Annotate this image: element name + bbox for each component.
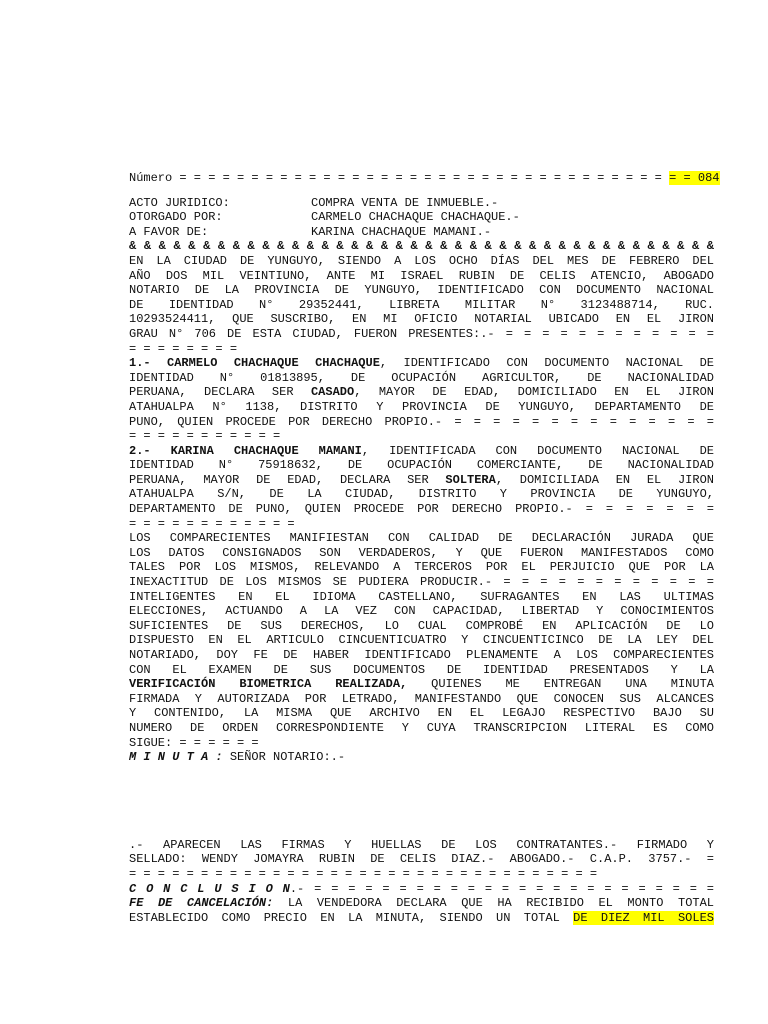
- text-line: PUNO, QUIEN PROCEDE POR DERECHO PROPIO.- = = = = = = = = = = = = = =: [129, 414, 714, 429]
- ampersand-divider: & & & & & & & & & & & & & & & & & & & & & & & & & & & & & & & & & & & & & & & &: [129, 239, 714, 254]
- text-line: SUFICIENTES DE SUS DERECHOS, LO CUAL COMPROBÉ EN APLICACIÓN DE LO: [129, 618, 714, 633]
- text-line: ELECCIONES, ACTUANDO A LA VEZ CON CAPACIDAD, LIBERTAD Y CONOCIMIENTOS: [129, 604, 714, 619]
- text-span: , IDENTIFICADO CON DOCUMENTO NACIONAL DE: [379, 356, 715, 371]
- verificacion-biometrica: VERIFICACIÓN BIOMETRICA REALIZADA,: [129, 677, 408, 692]
- text-line: IDENTIDAD N° 01813895, DE OCUPACIÓN AGRICULTOR, DE NACIONALIDAD: [129, 370, 714, 385]
- declaracion-paragraph: [129, 531, 714, 750]
- firmas-paragraph: [129, 838, 714, 882]
- notarial-document: [129, 171, 720, 925]
- estado-civil: SOLTERA: [445, 472, 496, 487]
- text-span: , MAYOR DE EDAD, DOMICILIADO EN EL JIRON: [354, 385, 714, 400]
- text-line: DISPUESTO EN EL ARTICULO CINCUENTICUATRO Y CINCUENTICINCO DE LA LEY DEL: [129, 633, 714, 648]
- text-line: SIGUE: = = = = = =: [129, 735, 259, 750]
- intro-paragraph: [129, 254, 714, 356]
- numero-value: = = 084: [669, 171, 720, 185]
- text-span: PERUANA, MAYOR DE EDAD, DECLARA SER: [129, 472, 446, 487]
- text-span: QUIENES ME ENTREGAN UNA MINUTA: [407, 677, 714, 692]
- text-line: TALES POR LOS MISMOS, RELEVANDO A TERCEROS POR EL PERJUICIO QUE POR LA: [129, 560, 714, 575]
- text-line: LOS COMPARECIENTES MANIFIESTAN CON CALIDAD DE DECLARACIÓN JURADA QUE: [129, 531, 714, 546]
- favor-row: [129, 225, 714, 240]
- estado-civil: CASADO: [310, 385, 355, 400]
- compareciente-name: KARINA CHACHAQUE MAMANI: [170, 443, 362, 458]
- minuta-text: SEÑOR NOTARIO:.-: [222, 750, 346, 765]
- text-line: SELLADO: WENDY JOMAYRA RUBIN DE CELIS DIAZ.- ABOGADO.- C.A.P. 3757.- =: [129, 852, 714, 867]
- text-span: , DOMICILIADA EN EL JIRON: [495, 472, 714, 487]
- text-line: = = = = = = = = = = =: [129, 429, 281, 444]
- compareciente-2: [129, 444, 714, 532]
- text-line: [129, 911, 714, 926]
- favor-label: A FAVOR DE:: [129, 224, 209, 239]
- text-line: [129, 896, 714, 911]
- text-line: ATAHUALPA N° 1138, DISTRITO Y PROVINCIA DE YUNGUYO, DEPARTAMENTO DE: [129, 399, 714, 414]
- compareciente-name: CARMELO CHACHAQUE CHACHAQUE: [167, 356, 380, 371]
- text-line: NOTARIADO, DOY FE DE HABER IDENTIFICADO PLENAMENTE A LOS COMPARECIENTES: [129, 648, 714, 662]
- text-line: EN LA CIUDAD DE YUNGUYO, SIENDO A LOS OCHO DÍAS DEL MES DE FEBRERO DEL: [129, 253, 714, 268]
- fe-cancelacion-label: FE DE CANCELACIÓN:: [129, 896, 274, 911]
- text-line: DEPARTAMENTO DE PUNO, QUIEN PROCEDE POR DERECHO PROPIO.- = = = = = = =: [129, 502, 714, 517]
- text-line: .- APARECEN LAS FIRMAS Y HUELLAS DE LOS CONTRATANTES.- FIRMADO Y: [129, 837, 714, 852]
- otorgado-value: CARMELO CHACHAQUE CHACHAQUE.-: [311, 210, 520, 225]
- acto-row: [129, 196, 714, 211]
- text-line: INTELIGENTES EN EL IDIOMA CASTELLANO, SUFRAGANTES EN LAS ULTIMAS: [129, 589, 714, 604]
- text-line: [129, 385, 714, 400]
- text-line: [129, 356, 714, 371]
- text-span: LA VENDEDORA DECLARA QUE HA RECIBIDO EL MONTO TOTAL: [273, 896, 715, 911]
- text-line: AÑO DOS MIL VEINTIUNO, ANTE MI ISRAEL RUBIN DE CELIS ATENCIO, ABOGADO: [129, 268, 714, 283]
- text-line: [129, 473, 714, 488]
- blank-space: [129, 765, 714, 838]
- text-line: [129, 444, 714, 459]
- monto-highlight: DE DIEZ MIL SOLES: [573, 910, 714, 925]
- text-line: 10293524411, QUE SUSCRIBO, EN MI OFICIO NOTARIAL UBICADO EN EL JIRON: [129, 312, 714, 327]
- favor-value: KARINA CHACHAQUE MAMANI.-: [311, 224, 492, 239]
- text-line: = = = = = = = = = = = =: [129, 516, 295, 531]
- item-number: 1.-: [129, 356, 168, 371]
- otorgado-label: OTORGADO POR:: [129, 210, 223, 225]
- acto-label: ACTO JURIDICO:: [129, 195, 230, 210]
- text-span: PERUANA, DECLARA SER: [129, 385, 311, 400]
- text-line: = = = = = = = =: [129, 341, 238, 356]
- text-line: = = = = = = = = = = = = = = = = = = = = = = = = = = = = = = = = =: [129, 866, 598, 881]
- text-line: Y CONTENIDO, LA MISMA QUE ARCHIVO EN EL LEGAJO RESPECTIVO BAJO SU: [129, 706, 714, 721]
- text-line: DE IDENTIDAD N° 29352441, LIBRETA MILITAR N° 3123488714, RUC.: [129, 297, 714, 312]
- text-line: FIRMADA Y AUTORIZADA POR LETRADO, MANIFESTANDO QUE CONOCEN SUS ALCANCES: [129, 691, 714, 706]
- acto-value: COMPRA VENTA DE INMUEBLE.-: [311, 195, 499, 210]
- conclusion-label: C O N C L U S I O N: [129, 881, 290, 896]
- numero-label: Número = = = = = = = = = = = = = = = = = = = = = = = = = = = = = = = = = =: [129, 171, 670, 185]
- otorgado-row: [129, 210, 714, 225]
- text-span: , IDENTIFICADA CON DOCUMENTO NACIONAL DE: [361, 443, 714, 458]
- text-line: IDENTIDAD N° 75918632, DE OCUPACIÓN COMERCIANTE, DE NACIONALIDAD: [129, 458, 714, 473]
- text-line: INEXACTITUD DE LOS MISMOS SE PUDIERA PRODUCIR.- = = = = = = = = = = = =: [129, 575, 714, 590]
- text-line: LOS DATOS CONSIGNADOS SON VERDADEROS, Y QUE FUERON MANIFESTADOS COMO: [129, 545, 714, 560]
- compareciente-1: [129, 356, 714, 444]
- text-span: ESTABLECIDO COMO PRECIO EN LA MINUTA, SIENDO UN TOTAL: [129, 910, 574, 925]
- text-line: CON EL EXAMEN DE SUS DOCUMENTOS DE IDENTIDAD PRESENTADOS Y LA: [129, 662, 714, 677]
- text-line: GRAU N° 706 DE ESTA CIUDAD, FUERON PRESENTES:.- = = = = = = = = = = = =: [129, 326, 714, 341]
- numero-line: [129, 171, 720, 186]
- minuta-line: [129, 750, 714, 765]
- text-span: .- = = = = = = = = = = = = = = = = = = = = = = = =: [289, 881, 714, 896]
- conclusion-section: [129, 882, 714, 926]
- item-number: 2.-: [129, 443, 171, 458]
- text-line: ATAHUALPA S/N, DE LA CIUDAD, DISTRITO Y PROVINCIA DE YUNGUYO,: [129, 487, 714, 502]
- text-line: NOTARIO DE LA PROVINCIA DE YUNGUYO, IDENTIFICADO CON DOCUMENTO NACIONAL: [129, 283, 714, 298]
- minuta-label: M I N U T A :: [129, 750, 223, 765]
- conclusion-heading: [129, 882, 714, 897]
- text-line: NUMERO DE ORDEN CORRESPONDIENTE Y CUYA TRANSCRIPCION LITERAL ES COMO: [129, 720, 714, 735]
- text-line: [129, 677, 714, 692]
